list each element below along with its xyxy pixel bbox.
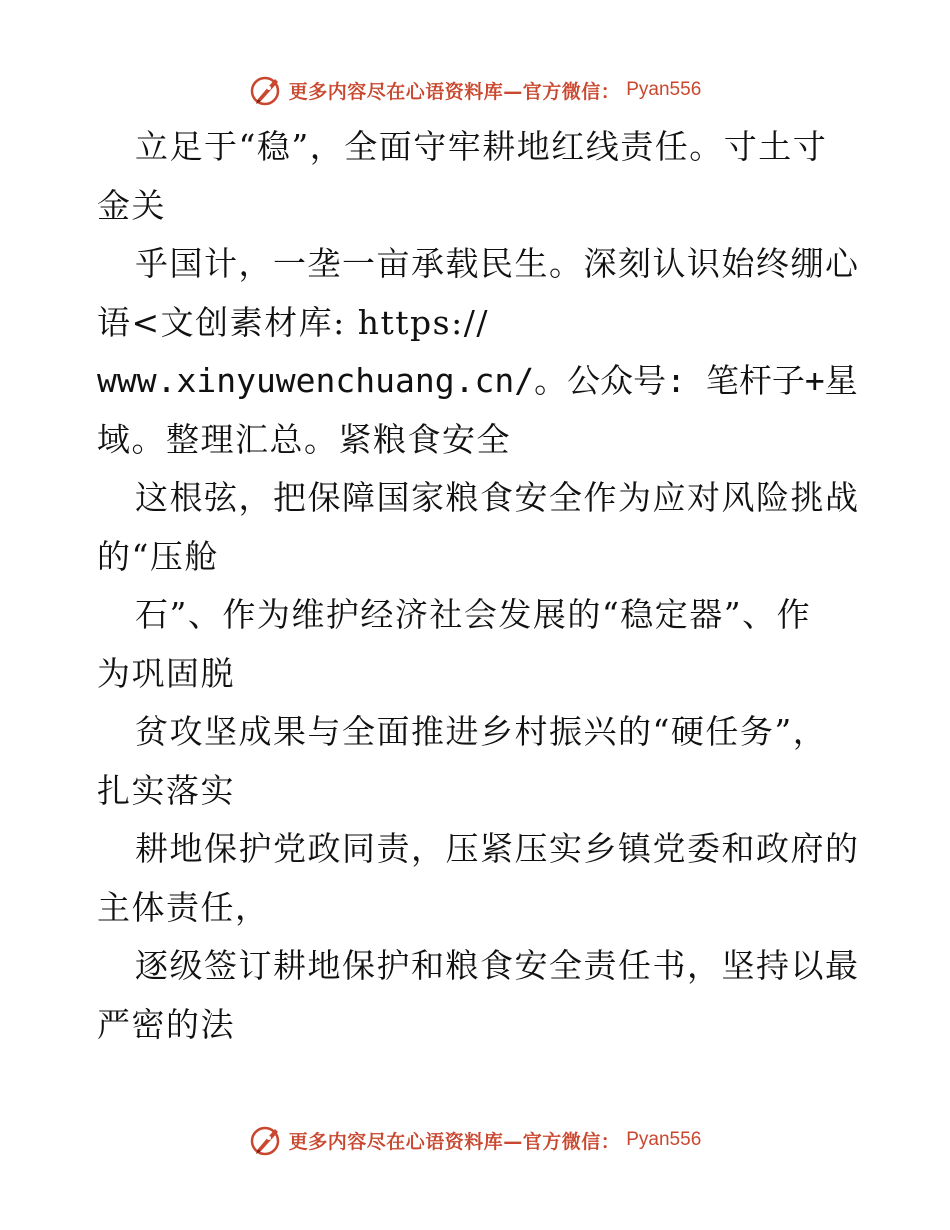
- text-line: 乎国计，一垄一亩承载民生。深刻认识始终绷心: [135, 244, 860, 283]
- watermark-text: 更多内容尽在心语资料库—官方微信：: [288, 80, 621, 103]
- text-line: 为巩固脱: [97, 653, 235, 693]
- text-line: 贫攻坚成果与全面推进乡村振兴的“硬任务”，: [135, 712, 828, 751]
- text-line: 这根弦，把保障国家粮食安全作为应对风险挑战: [135, 478, 860, 517]
- text-line: 耕地保护党政同责，压紧压实乡镇党委和政府的: [135, 829, 860, 868]
- text-line: 立足于“稳”，全面守牢耕地红线责任。寸土寸: [135, 127, 828, 166]
- watermark-account: Pyan556: [626, 1129, 702, 1150]
- text-line: 域。整理汇总。紧粮食安全: [97, 419, 511, 459]
- text-line: 逐级签订耕地保护和粮食安全责任书，坚持以最: [135, 946, 860, 985]
- watermark-account: Pyan556: [626, 79, 702, 100]
- text-line-url: www.xinyuwenchuang.cn/。公众号: 笔杆子+星: [97, 361, 858, 400]
- text-line: 严密的法: [97, 1004, 235, 1044]
- text-line: 的“压舱: [97, 536, 219, 576]
- text-line: 金关: [97, 185, 166, 225]
- footer-watermark: [0, 1120, 950, 1160]
- text-line: 扎实落实: [97, 770, 235, 810]
- pen-logo-icon: [249, 1123, 283, 1157]
- text-line: 石”、作为维护经济社会发展的“稳定器”、作: [135, 595, 812, 634]
- text-line: 主体责任，: [97, 887, 270, 927]
- watermark-text: 更多内容尽在心语资料库—官方微信：: [288, 1130, 621, 1153]
- header-watermark: [0, 70, 950, 110]
- text-line: 语<文创素材库: https://: [97, 302, 489, 342]
- document-body: [97, 118, 860, 1054]
- pen-logo-icon: [249, 73, 283, 107]
